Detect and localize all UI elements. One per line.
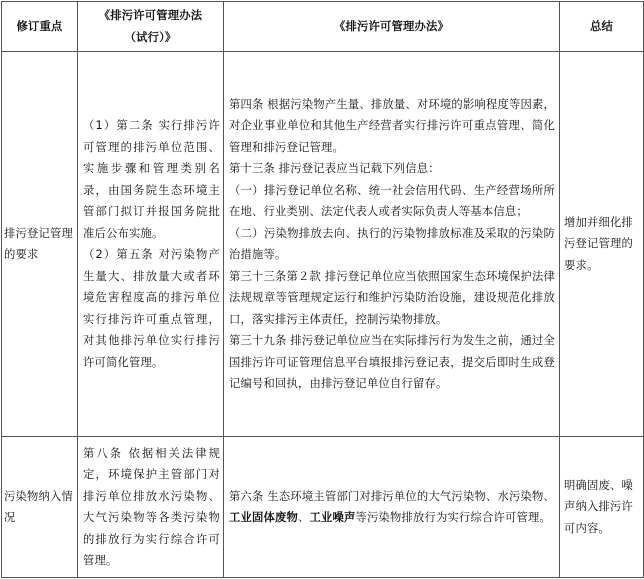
- header-old-line2: （试行）》: [124, 30, 177, 44]
- new-text-separator: 、: [297, 511, 310, 524]
- new-text-bold-solid-waste: 工业固体废物: [229, 511, 298, 524]
- row-new-text: [224, 52, 560, 437]
- old-paragraph: （2）第五条 对污染物产生量大、排放量大或者环境危害程度高的排污单位实行排污许可重点管理，对其他排污单位实行排污许可简化管理。: [83, 248, 220, 369]
- new-paragraph: 第十三条 排污登记表应当记载下列信息：: [229, 162, 440, 175]
- new-paragraph: 第三十九条 排污登记单位应当在实际排污行为发生之前，通过全国排污许可证管理信息平台填报排污登记表，提交后即时生成登记编号和回执，由排污登记单位自行留存。: [229, 334, 555, 390]
- old-paragraph: （1）第二条 实行排污许可管理的排污单位范围、实施步骤和管理类别名录，由国务院生态环境主管部门拟订并报国务院批准后公布实施。: [83, 119, 220, 240]
- header-old-line1: 《排污许可管理办法: [98, 9, 203, 22]
- comparison-table: [1, 1, 644, 578]
- row-old-text: [78, 437, 224, 578]
- row-summary: 增加并细化排污登记管理的要求。: [560, 52, 644, 437]
- table-row: [2, 437, 644, 578]
- old-paragraph: 第八条 依据相关法律规定，环境保护主管部门对排污单位排放水污染物、大气污染物等各类污染物的排放行为实行综合许可管理。: [83, 446, 220, 567]
- new-text-prefix: 第六条 生态环境主管部门对排污单位的大气污染物、水污染物、: [229, 489, 555, 503]
- new-text-bold-noise: 工业噪声: [309, 511, 356, 524]
- row-item: 排污登记管理的要求: [2, 52, 78, 437]
- new-paragraph: 第三十三条第２款 排污登记单位应当依照国家生态环境保护法律法规规章等管理规定运行和维护污染防治设施，建设规范化排放口，落实排污主体责任，控制污染物排放。: [229, 269, 555, 326]
- row-new-text: [224, 437, 560, 578]
- row-old-text: [78, 52, 224, 437]
- new-paragraph: 第四条 根据污染物产生量、排放量、对环境的影响程度等因素，对企业事业单位和其他生产经营者实行排污许可重点管理、简化管理和排污登记管理。: [229, 97, 555, 154]
- header-old-regulation: [78, 2, 224, 52]
- table-row: [2, 52, 644, 437]
- row-item: 污染物纳入情况: [2, 437, 78, 578]
- new-paragraph: （一）排污登记单位名称、统一社会信用代码、生产经营场所所在地、行业类别、法定代表人或者实际负责人等基本信息；: [229, 183, 555, 218]
- new-text-suffix: 等污染物排放行为实行综合许可管理。: [355, 511, 551, 524]
- new-paragraph: （二）污染物排放去向、执行的污染物排放标准及采取的污染防治措施等。: [229, 226, 555, 261]
- header-summary: 总结: [560, 2, 644, 52]
- row-summary: 明确固废、噪声纳入排污许可内容。: [560, 437, 644, 578]
- header-new-regulation: 《排污许可管理办法》: [224, 2, 560, 52]
- header-item: 修订重点: [2, 2, 78, 52]
- table-header-row: [2, 2, 644, 52]
